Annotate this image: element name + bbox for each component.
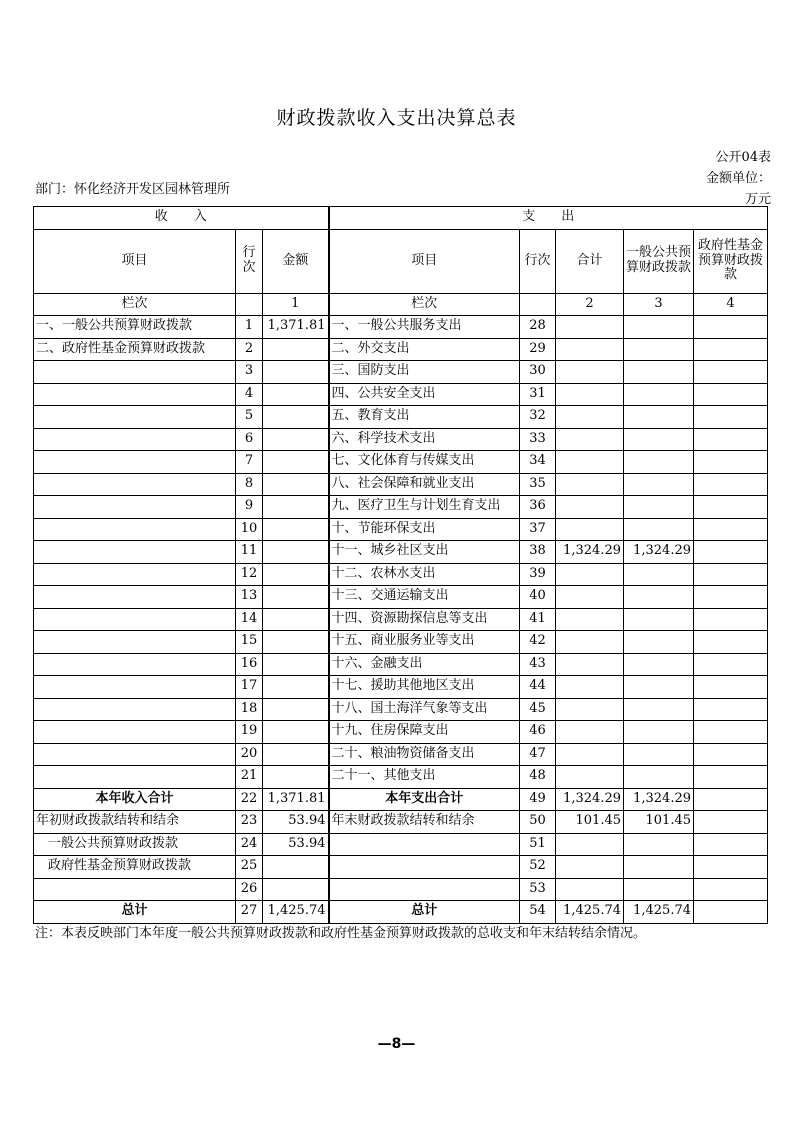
income-amount [263, 338, 329, 361]
expense-gov-fund [694, 653, 768, 676]
income-amount [263, 383, 329, 406]
income-carry-fund-amount [263, 856, 329, 879]
expense-gov-fund [694, 406, 768, 429]
expense-item: 十五、商业服务业等支出 [329, 631, 520, 654]
line-number: 42 [520, 631, 556, 654]
expense-item: 十四、资源勘探信息等支出 [329, 608, 520, 631]
table-row [34, 451, 768, 474]
expense-item: 十、节能环保支出 [329, 518, 520, 541]
line-number: 29 [520, 338, 556, 361]
table-row [34, 338, 768, 361]
income-amount [263, 451, 329, 474]
column-number-2: 2 [556, 293, 624, 316]
expense-total [556, 698, 624, 721]
expense-gov-fund [694, 473, 768, 496]
line-number: 15 [236, 631, 263, 654]
income-item [34, 586, 236, 609]
expense-general-budget [624, 496, 694, 519]
table-row [34, 496, 768, 519]
line-number: 17 [236, 676, 263, 699]
expense-gov-fund [694, 676, 768, 699]
expense-blank [329, 856, 520, 879]
table-row [34, 743, 768, 766]
table-row [34, 721, 768, 744]
line-number: 19 [236, 721, 263, 744]
unit-label: 金额单位： [705, 171, 771, 186]
line-number: 51 [520, 833, 556, 856]
expense-gov-fund [694, 451, 768, 474]
line-number: 50 [520, 811, 556, 834]
expense-item: 二十一、其他支出 [329, 766, 520, 789]
line-number: 28 [520, 316, 556, 339]
expense-item-header: 项目 [329, 229, 520, 293]
expense-total [556, 653, 624, 676]
expense-item: 十七、援助其他地区支出 [329, 676, 520, 699]
line-number: 33 [520, 428, 556, 451]
column-label: 栏次 [329, 293, 520, 316]
expense-item: 一、一般公共服务支出 [329, 316, 520, 339]
income-item [34, 653, 236, 676]
expense-item: 二、外交支出 [329, 338, 520, 361]
line-number: 11 [236, 541, 263, 564]
expense-total-general: 1,324.29 [624, 788, 694, 811]
income-amount: 1,371.81 [263, 316, 329, 339]
expense-gov-fund [694, 428, 768, 451]
table-row [34, 361, 768, 384]
detail-rows [34, 316, 768, 789]
expense-general-budget [624, 766, 694, 789]
income-amount [263, 586, 329, 609]
expense-general-budget [624, 451, 694, 474]
expense-gov-fund [694, 631, 768, 654]
income-item [34, 698, 236, 721]
expense-total [556, 608, 624, 631]
income-item: 二、政府性基金预算财政拨款 [34, 338, 236, 361]
expense-total [556, 563, 624, 586]
line-number: 49 [520, 788, 556, 811]
line-number: 34 [520, 451, 556, 474]
income-item [34, 361, 236, 384]
expense-general-budget [624, 743, 694, 766]
income-item [34, 541, 236, 564]
expense-total [556, 676, 624, 699]
expense-gov-fund [694, 608, 768, 631]
page-number: —8— [377, 1036, 416, 1052]
income-amount [263, 406, 329, 429]
line-number: 1 [236, 316, 263, 339]
line-number: 31 [520, 383, 556, 406]
line-number: 36 [520, 496, 556, 519]
expense-total [556, 428, 624, 451]
expense-carry-label: 年末财政拨款结转和结余 [329, 811, 520, 834]
table-row [34, 518, 768, 541]
expense-general-budget [624, 316, 694, 339]
line-number: 8 [236, 473, 263, 496]
annual-total-row [34, 788, 768, 811]
line-number: 2 [236, 338, 263, 361]
income-amount [263, 653, 329, 676]
income-amount [263, 676, 329, 699]
income-amount [263, 541, 329, 564]
income-grand-label: 总计 [34, 901, 236, 924]
expense-grand-general: 1,425.74 [624, 901, 694, 924]
table-row [34, 473, 768, 496]
income-item [34, 406, 236, 429]
expense-total [556, 451, 624, 474]
expense-gov-fund [694, 698, 768, 721]
expense-total [556, 338, 624, 361]
gov-fund-header: 政府性基金预算财政拨款 [694, 229, 768, 293]
expense-item: 二十、粮油物资储备支出 [329, 743, 520, 766]
expense-blank [329, 833, 520, 856]
table-row [34, 698, 768, 721]
table-row [34, 541, 768, 564]
income-amount [263, 361, 329, 384]
expense-general-budget [624, 608, 694, 631]
line-number: 44 [520, 676, 556, 699]
department-label: 部门：怀化经济开发区园林管理所 [35, 182, 231, 197]
table-row [34, 631, 768, 654]
income-item [34, 451, 236, 474]
expense-total [556, 473, 624, 496]
income-line-header: 行 次 [236, 229, 263, 293]
income-carry-label: 年初财政拨款结转和结余 [34, 811, 236, 834]
income-carry-general-amount: 53.94 [263, 833, 329, 856]
income-item [34, 676, 236, 699]
income-amount [263, 766, 329, 789]
unit-value: 万元 [744, 192, 771, 207]
form-number: 公开04表 [715, 150, 771, 165]
expense-item: 四、公共安全支出 [329, 383, 520, 406]
expense-item: 十一、城乡社区支出 [329, 541, 520, 564]
line-number: 35 [520, 473, 556, 496]
blank-row [34, 878, 768, 901]
line-number: 10 [236, 518, 263, 541]
expense-item: 十六、金融支出 [329, 653, 520, 676]
expense-item: 十三、交通运输支出 [329, 586, 520, 609]
line-number: 21 [236, 766, 263, 789]
line-number: 6 [236, 428, 263, 451]
expense-general-budget [624, 406, 694, 429]
expense-general-budget [624, 631, 694, 654]
page-title: 财政拨款收入支出决算总表 [276, 107, 517, 129]
expense-general-budget [624, 383, 694, 406]
expense-general-budget [624, 653, 694, 676]
income-item: 一、一般公共预算财政拨款 [34, 316, 236, 339]
expense-general-budget [624, 676, 694, 699]
line-number: 9 [236, 496, 263, 519]
table-row [34, 316, 768, 339]
column-number-blank [520, 293, 556, 316]
income-item [34, 383, 236, 406]
expense-blank [624, 833, 694, 856]
expense-gov-fund [694, 766, 768, 789]
income-carry-fund-label: 政府性基金预算财政拨款 [34, 856, 236, 879]
table-row [34, 428, 768, 451]
line-number: 12 [236, 563, 263, 586]
income-item [34, 473, 236, 496]
header-row-columns [34, 229, 768, 293]
column-label: 栏次 [34, 293, 236, 316]
line-number: 18 [236, 698, 263, 721]
expense-gov-fund [694, 496, 768, 519]
expense-total [556, 406, 624, 429]
expense-gov-fund [694, 586, 768, 609]
expense-total-fund [694, 788, 768, 811]
expense-grand-fund [694, 901, 768, 924]
income-blank [34, 878, 236, 901]
line-number: 16 [236, 653, 263, 676]
income-carry-amount: 53.94 [263, 811, 329, 834]
expense-item: 九、医疗卫生与计划生育支出 [329, 496, 520, 519]
income-amount-header: 金额 [263, 229, 329, 293]
column-number-1: 1 [263, 293, 329, 316]
line-number: 22 [236, 788, 263, 811]
expense-total [556, 631, 624, 654]
income-amount [263, 631, 329, 654]
income-amount [263, 721, 329, 744]
expense-total-total: 1,324.29 [556, 788, 624, 811]
income-item [34, 496, 236, 519]
table-row [34, 676, 768, 699]
expense-item: 八、社会保障和就业支出 [329, 473, 520, 496]
income-item [34, 518, 236, 541]
expense-total [556, 586, 624, 609]
income-amount [263, 698, 329, 721]
income-amount [263, 743, 329, 766]
expense-general-budget [624, 338, 694, 361]
expense-general-budget [624, 721, 694, 744]
expense-blank [694, 878, 768, 901]
line-number: 5 [236, 406, 263, 429]
income-item-header: 项目 [34, 229, 236, 293]
line-number: 53 [520, 878, 556, 901]
line-number: 45 [520, 698, 556, 721]
income-amount [263, 473, 329, 496]
expense-total [556, 743, 624, 766]
column-number-row [34, 293, 768, 316]
line-number: 47 [520, 743, 556, 766]
income-amount [263, 518, 329, 541]
expense-total-header: 合计 [556, 229, 624, 293]
expense-general-budget: 1,324.29 [624, 541, 694, 564]
line-number: 30 [520, 361, 556, 384]
income-item [34, 743, 236, 766]
line-number: 38 [520, 541, 556, 564]
expense-item: 十八、国土海洋气象等支出 [329, 698, 520, 721]
table-row [34, 383, 768, 406]
income-item [34, 766, 236, 789]
expense-item: 十二、农林水支出 [329, 563, 520, 586]
expense-total [556, 316, 624, 339]
expense-blank [329, 878, 520, 901]
line-number: 46 [520, 721, 556, 744]
expense-general-budget [624, 698, 694, 721]
expense-general-budget [624, 518, 694, 541]
income-section-header: 收 入 [34, 207, 329, 230]
expense-gov-fund [694, 721, 768, 744]
income-total-label: 本年收入合计 [34, 788, 236, 811]
expense-general-budget [624, 473, 694, 496]
line-number: 7 [236, 451, 263, 474]
expense-total [556, 361, 624, 384]
expense-blank [624, 878, 694, 901]
income-item [34, 563, 236, 586]
expense-general-budget [624, 586, 694, 609]
expense-grand-total: 1,425.74 [556, 901, 624, 924]
expense-general-budget [624, 428, 694, 451]
expense-gov-fund [694, 541, 768, 564]
line-number: 24 [236, 833, 263, 856]
expense-blank [694, 856, 768, 879]
line-number: 43 [520, 653, 556, 676]
line-number: 13 [236, 586, 263, 609]
table-row [34, 406, 768, 429]
carryover-fund-row [34, 856, 768, 879]
expense-total [556, 721, 624, 744]
expense-gov-fund [694, 563, 768, 586]
expense-gov-fund [694, 316, 768, 339]
expense-general-budget [624, 361, 694, 384]
column-number-4: 4 [694, 293, 768, 316]
line-number: 39 [520, 563, 556, 586]
line-number: 27 [236, 901, 263, 924]
line-number: 4 [236, 383, 263, 406]
income-item [34, 608, 236, 631]
income-item [34, 631, 236, 654]
expense-gov-fund [694, 338, 768, 361]
expense-gov-fund [694, 743, 768, 766]
expense-blank [694, 833, 768, 856]
expense-line-header: 行次 [520, 229, 556, 293]
budget-summary-table [33, 206, 768, 924]
expense-section-header: 支 出 [329, 207, 768, 230]
table-row [34, 608, 768, 631]
income-carry-general-label: 一般公共预算财政拨款 [34, 833, 236, 856]
income-amount [263, 496, 329, 519]
line-number: 32 [520, 406, 556, 429]
expense-grand-label: 总计 [329, 901, 520, 924]
expense-total: 1,324.29 [556, 541, 624, 564]
expense-total [556, 766, 624, 789]
general-budget-header: 一般公共预算财政拨款 [624, 229, 694, 293]
carryover-general-row [34, 833, 768, 856]
income-item [34, 428, 236, 451]
line-number: 3 [236, 361, 263, 384]
expense-item: 七、文化体育与传媒支出 [329, 451, 520, 474]
grand-total-row [34, 901, 768, 924]
expense-general-budget [624, 563, 694, 586]
table-row [34, 563, 768, 586]
line-number: 23 [236, 811, 263, 834]
line-number: 40 [520, 586, 556, 609]
income-grand-amount: 1,425.74 [263, 901, 329, 924]
income-amount [263, 563, 329, 586]
expense-item: 五、教育支出 [329, 406, 520, 429]
expense-total [556, 518, 624, 541]
carryover-row [34, 811, 768, 834]
income-amount [263, 428, 329, 451]
line-number: 48 [520, 766, 556, 789]
expense-item: 十九、住房保障支出 [329, 721, 520, 744]
expense-blank [556, 833, 624, 856]
income-total-amount: 1,371.81 [263, 788, 329, 811]
column-number-blank [236, 293, 263, 316]
expense-carry-fund [694, 811, 768, 834]
table-row [34, 586, 768, 609]
expense-total [556, 496, 624, 519]
expense-total [556, 383, 624, 406]
expense-gov-fund [694, 361, 768, 384]
expense-carry-general: 101.45 [624, 811, 694, 834]
expense-gov-fund [694, 518, 768, 541]
header-row-sections [34, 207, 768, 230]
line-number: 26 [236, 878, 263, 901]
line-number: 14 [236, 608, 263, 631]
line-number: 25 [236, 856, 263, 879]
income-amount [263, 608, 329, 631]
table-row [34, 653, 768, 676]
expense-blank [556, 856, 624, 879]
expense-item: 六、科学技术支出 [329, 428, 520, 451]
income-blank [263, 878, 329, 901]
expense-carry-total: 101.45 [556, 811, 624, 834]
expense-blank [556, 878, 624, 901]
column-number-3: 3 [624, 293, 694, 316]
line-number: 54 [520, 901, 556, 924]
line-number: 20 [236, 743, 263, 766]
table-note: 注：本表反映部门本年度一般公共预算财政拨款和政府性基金预算财政拨款的总收支和年末结转结余情况。 [35, 926, 647, 941]
expense-gov-fund [694, 383, 768, 406]
expense-total-label: 本年支出合计 [329, 788, 520, 811]
line-number: 41 [520, 608, 556, 631]
line-number: 37 [520, 518, 556, 541]
line-number: 52 [520, 856, 556, 879]
income-item [34, 721, 236, 744]
table-row [34, 766, 768, 789]
expense-item: 三、国防支出 [329, 361, 520, 384]
expense-blank [624, 856, 694, 879]
